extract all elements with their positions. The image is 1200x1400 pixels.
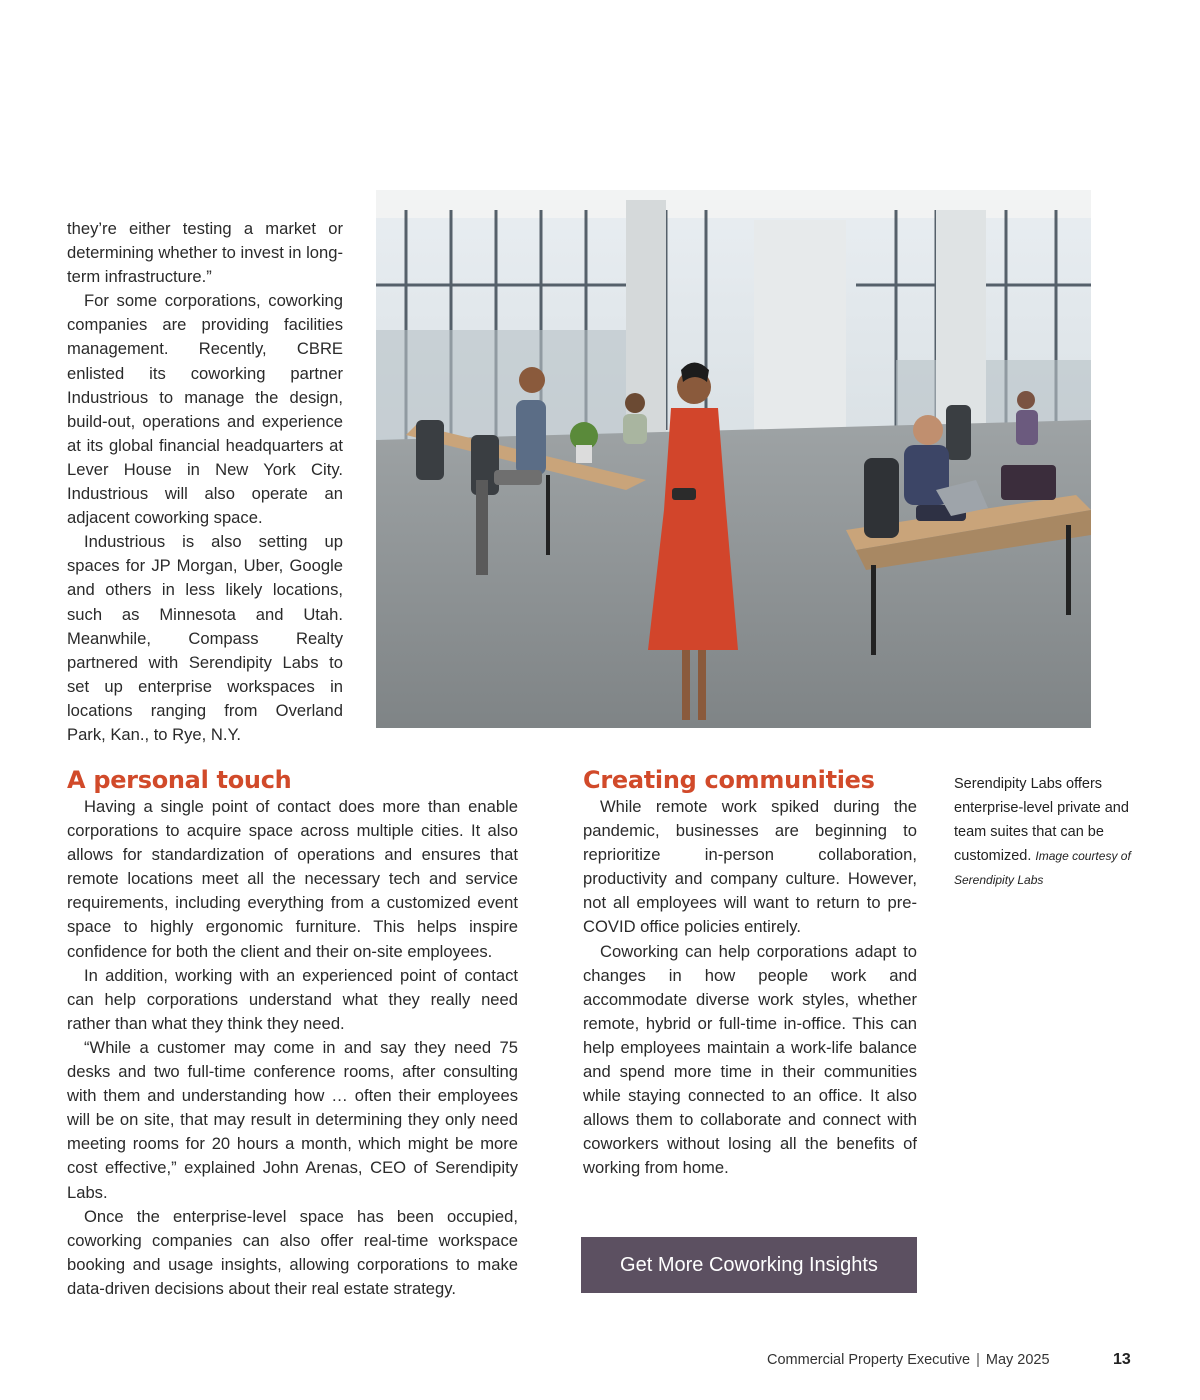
paragraph: Industrious is also setting up spaces for JP Morgan, Uber, Google and others in less likely locations, such as Minnesota and Utah. Meanwhile, Compass Realty partnered with Serendipity Labs to set up enterprise workspaces in locations ranging from Overland Park, Kan., to Rye, N.Y.: [67, 532, 343, 744]
paragraph: Once the enterprise-level space has been occupied, coworking companies can also offer real-time workspace booking and usage insights, allowing corporations to make data-driven decisions about their real estate strategy.: [67, 1206, 518, 1298]
section-heading-creating-communities: Creating communities: [583, 766, 875, 794]
caption-credit: Image courtesy of Serendipity Labs: [954, 849, 1131, 887]
section-heading-personal-touch: A personal touch: [67, 766, 292, 794]
paragraph: Having a single point of contact does more than enable corporations to acquire space across multiple cities. It also allows for standardization of operations and ensures that remote locations meet all the necessary tech and service requirements, including everything from a customized event space to highly ergonomic furniture. This helps inspire confidence for both the client and their on-site employees.: [67, 797, 518, 961]
paragraph: For some corporations, coworking companies are providing facilities management. Recently, CBRE enlisted its coworking partner Industrious to manage the design, build-out, operations and experience at its global financial headquarters at Lever House in New York City. Industrious will also operate an adjacent coworking space.: [67, 291, 343, 528]
footer-separator: |: [976, 1352, 980, 1368]
get-more-coworking-insights-button[interactable]: Get More Coworking Insights: [581, 1237, 917, 1293]
caption-text: Serendipity Labs offers enterprise-level private and team suites that can be customized.: [954, 776, 1129, 864]
paragraph: they’re either testing a market or determining whether to invest in long-term infrastructure.”: [67, 219, 343, 287]
paragraph: In addition, working with an experienced point of contact can help corporations understand what they really need rather than what they think they need.: [67, 965, 518, 1033]
section-personal-touch-body: [67, 795, 518, 1301]
page-footer: [767, 1352, 1050, 1368]
paragraph: “While a customer may come in and say they need 75 desks and two full-time conference rooms, after consulting with them and understanding how … often their employees will be on site, that may result in determining they only need meeting rooms for 20 hours a month, which might be more cost effective,” explained John Arenas, CEO of Serendipity Labs.: [67, 1037, 518, 1202]
photo-caption: [954, 772, 1140, 892]
paragraph: While remote work spiked during the pandemic, businesses are beginning to reprioritize in-person collaboration, productivity and company culture. However, not all employees will want to return to pre-COVID office policies entirely.: [583, 797, 917, 937]
issue-date: May 2025: [985, 1352, 1050, 1368]
publication-name: Commercial Property Executive: [767, 1352, 971, 1368]
office-photo: [376, 190, 1091, 728]
paragraph: Coworking can help corporations adapt to changes in how people work and accommodate diverse work styles, whether remote, hybrid or full-time in-office. This can help employees maintain a work-life balance and spend more time in their communities while staying connected to an office. It also allows them to collaborate and connect with coworkers without losing all the benefits of working from home.: [583, 941, 917, 1178]
section-creating-communities-body: [583, 795, 917, 1181]
left-column-top: [67, 217, 343, 747]
page-number: 13: [1113, 1351, 1131, 1368]
